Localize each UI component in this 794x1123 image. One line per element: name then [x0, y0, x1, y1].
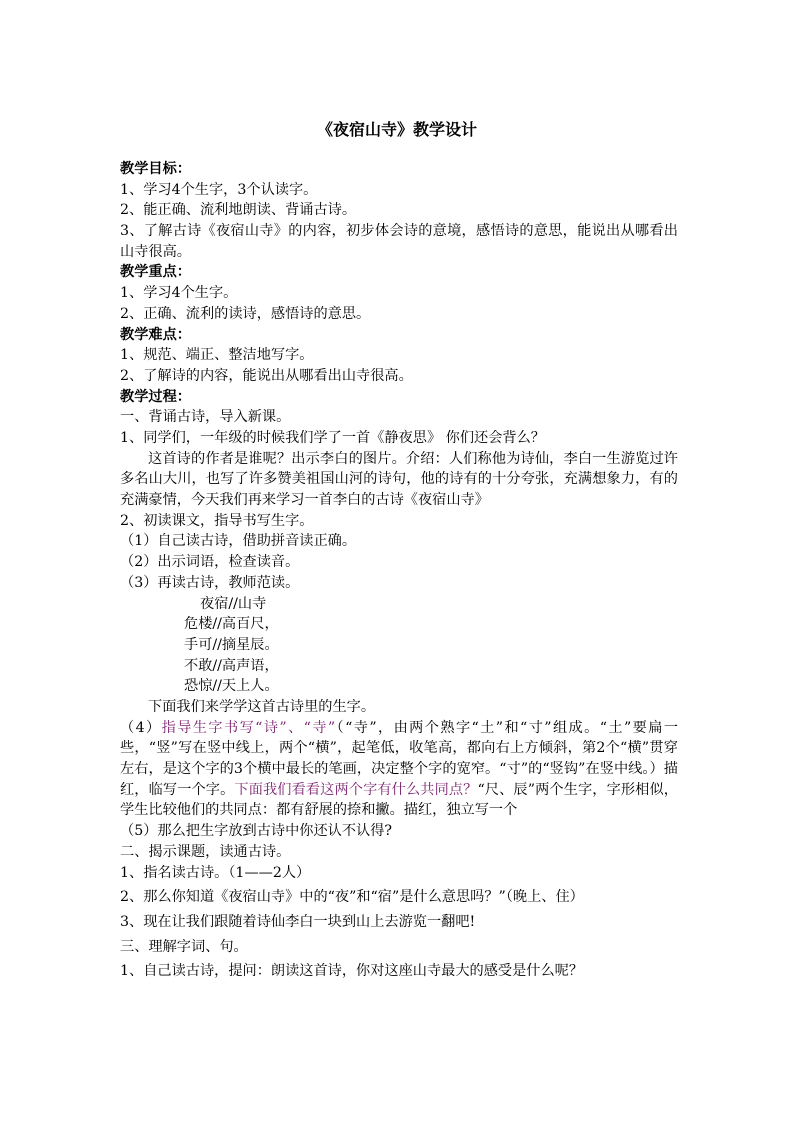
key-point-item: 2、正确、流利的读诗，感悟诗的意思。: [120, 305, 371, 322]
step-item: （1）自己读古诗，借助拼音读正确。: [120, 533, 357, 550]
step-item: 1、指名读古诗。（1——2人）: [120, 864, 311, 881]
question-line: 1、自己读古诗，提问：朗读这首诗，你对这座山寺最大的感受是什么呢？: [120, 963, 584, 980]
process-heading: 教学过程：: [120, 388, 191, 405]
poem-line: 恐惊//天上人。: [184, 678, 279, 695]
guidance-text: （“寺”，由两个熟字“土”和“寸”组成。“土”要扁一些，“竖”写在竖中线上，两个“横”，起笔低，收笔高，都向右上方倾斜，第2个“横”贯穿左右，是这个字的3个横中最长的笔画，决定整个字的宽窄。“寸”的“竖钩”在竖中线。）描红，临写一个字。: [120, 719, 679, 798]
poem-line: 夜宿//山寺: [200, 595, 267, 612]
key-point-item: 1、学习4个生字。: [120, 285, 238, 302]
step-item: 3、现在让我们跟随着诗仙李白一块到山上去游览一翻吧!: [120, 913, 476, 930]
section-title: 三、理解字词、句。: [120, 938, 248, 955]
transition-line: 下面我们来学学这首古诗里的生字。: [148, 698, 376, 715]
difficulty-item: 2、了解诗的内容，能说出从哪看出山寺很高。: [120, 367, 413, 384]
step-item: （5）那么把生字放到古诗中你还认不认得?: [120, 823, 393, 840]
section-title: 二、揭示课题，读通古诗。: [120, 843, 291, 860]
key-points-heading: 教学重点：: [120, 264, 191, 281]
highlighted-instruction: 指导生字书写“诗”、“寺”: [161, 719, 336, 736]
intro-paragraph: [120, 449, 678, 511]
intro-text: 这首诗的作者是谁呢？出示李白的图片。介绍：人们称他为诗仙，李白一生游览过许多名山大川，也写了许多赞美祖国山河的诗句，他的诗有的十分夸张，充满想象力，有的充满豪情，今天我们再来学习一首李白的古诗《夜宿山寺》: [120, 450, 678, 509]
section-title: 2、初读课文，指导书写生字。: [120, 512, 314, 529]
difficulties-heading: 教学难点：: [120, 326, 191, 343]
question-line: 1、同学们，一年级的时候我们学了一首《静夜思》 你们还会背么？: [120, 429, 545, 446]
goal-item: 2、能正确、流利地朗读、背诵古诗。: [120, 202, 357, 219]
poem-line: 手可//摘星辰。: [184, 636, 279, 653]
document-body: [120, 159, 678, 982]
step-item: （3）再读古诗，教师范读。: [120, 574, 300, 591]
goal-item: 1、学习4个生字，3个认读字。: [120, 181, 318, 198]
section-title: 一、背诵古诗，导入新课。: [120, 409, 291, 426]
document-title: 《夜宿山寺》教学设计: [316, 120, 477, 139]
guidance-text-2: “尺、辰”两个生字，字形相似，学生比较他们的共同点：都有舒展的捺和撇。描红，独立写一个: [120, 781, 678, 819]
highlighted-question: 下面我们看看这两个字有什么共同点？: [234, 781, 478, 798]
goal-item: 3、了解古诗《夜宿山寺》的内容，初步体会诗的意境，感悟诗的意思，能说出从哪看出山寺很高。: [120, 223, 678, 260]
step-item: （2）出示词语，检查读音。: [120, 554, 300, 571]
poem-line: 不敢//高声语，: [184, 657, 279, 674]
writing-guidance-paragraph: [120, 718, 678, 822]
step-item: 2、那么你知道《夜宿山寺》中的“夜”和“宿”是什么意思吗？”（晚上、住）: [120, 889, 584, 906]
goals-heading: 教学目标：: [120, 161, 191, 177]
step-prefix: （4）: [120, 719, 162, 736]
difficulty-item: 1、规范、端正、整洁地写字。: [120, 347, 314, 364]
poem-line: 危楼//高百尺，: [184, 616, 279, 633]
